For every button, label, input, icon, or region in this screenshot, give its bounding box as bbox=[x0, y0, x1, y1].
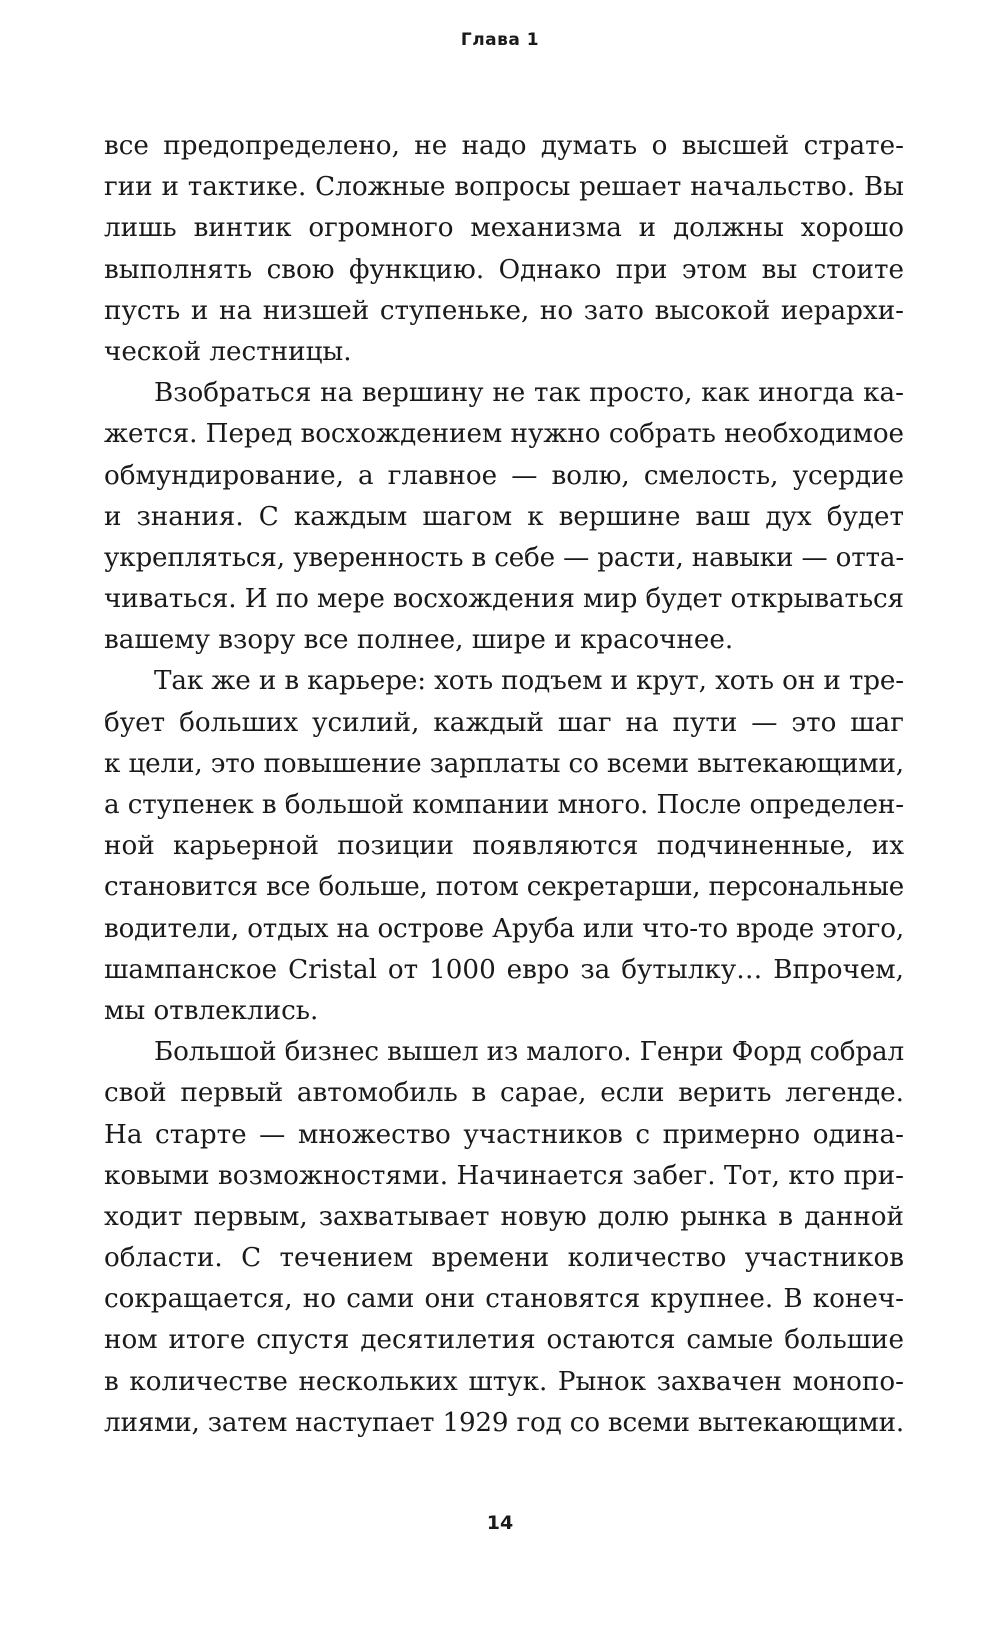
text-line: пусть и на низшей ступеньке, но зато высокой иерархи- bbox=[104, 295, 904, 326]
paragraph bbox=[104, 373, 904, 661]
paragraph bbox=[104, 1032, 904, 1444]
text-line: мы отвлеклись. bbox=[104, 995, 319, 1026]
paragraph bbox=[104, 661, 904, 1032]
text-line: ческой лестницы. bbox=[104, 336, 352, 367]
text-line: Взобраться на вершину не так просто, как иногда ка- bbox=[154, 378, 904, 409]
text-line: области. С течением времени количество участников bbox=[104, 1243, 904, 1274]
text-line: обмундирование, а главное — волю, смелость, усердие bbox=[104, 460, 904, 491]
text-line: водители, отдых на острове Аруба или что-то вроде этого, bbox=[104, 913, 904, 944]
text-line: гии и тактике. Сложные вопросы решает начальство. Вы bbox=[104, 172, 904, 203]
page-number: 14 bbox=[486, 1512, 514, 1534]
text-line: к цели, это повышение зарплаты со всеми вытекающими, bbox=[104, 748, 904, 779]
paragraph bbox=[104, 126, 904, 373]
text-line: ной карьерной позиции появляются подчиненные, их bbox=[104, 831, 904, 862]
text-line: сокращается, но сами они становятся крупнее. В конеч- bbox=[104, 1284, 904, 1315]
text-line: все предопределено, не надо думать о высшей страте- bbox=[104, 131, 904, 161]
text-line: лиями, затем наступает 1929 год со всеми вытекающими. bbox=[104, 1407, 904, 1438]
text-line: выполнять свою функцию. Однако при этом вы стоите bbox=[104, 254, 904, 285]
text-line: ковыми возможностями. Начинается забег. Тот, кто при- bbox=[104, 1160, 904, 1191]
text-line: становится все больше, потом секретарши, персональные bbox=[104, 872, 905, 903]
text-line: жется. Перед восхождением нужно собрать необходимое bbox=[104, 419, 905, 450]
running-head-chapter: Глава 1 bbox=[460, 30, 540, 50]
text-line: свой первый автомобиль в сарае, если верить легенде. bbox=[104, 1078, 904, 1109]
text-line: вашему взору все полнее, шире и красочнее. bbox=[104, 625, 734, 656]
text-line: Так же и в карьере: хоть подъем и крут, хоть он и тре- bbox=[154, 666, 905, 697]
text-line: и знания. С каждым шагом к вершине ваш дух будет bbox=[104, 501, 904, 532]
text-line: лишь винтик огромного механизма и должны хорошо bbox=[104, 213, 904, 244]
text-line: ходит первым, захватывает новую долю рынка в данной bbox=[104, 1201, 904, 1232]
text-line: чиваться. И по мере восхождения мир будет открываться bbox=[104, 584, 904, 615]
text-line: бует больших усилий, каждый шаг на пути — это шаг bbox=[104, 707, 904, 738]
text-line: укрепляться, уверенность в себе — расти, навыки — отта- bbox=[104, 542, 905, 573]
text-line: На старте — множество участников с примерно одина- bbox=[104, 1119, 904, 1150]
text-line: шампанское Cristal от 1000 евро за бутылку… Впрочем, bbox=[104, 954, 904, 985]
body-text bbox=[104, 126, 904, 1444]
text-line: ном итоге спустя десятилетия остаются самые большие bbox=[104, 1325, 904, 1356]
text-line: в количестве нескольких штук. Рынок захвачен монопо- bbox=[104, 1366, 904, 1397]
text-line: а ступенек в большой компании много. После определен- bbox=[104, 790, 905, 820]
text-line: Большой бизнес вышел из малого. Генри Форд собрал bbox=[154, 1037, 904, 1068]
